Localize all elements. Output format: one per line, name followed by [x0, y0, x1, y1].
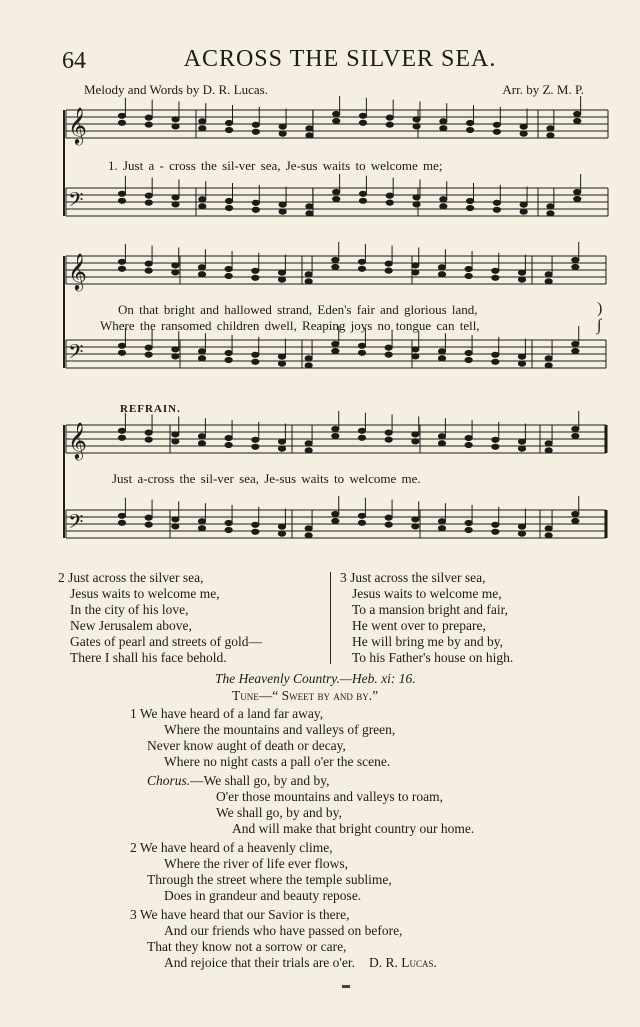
notehead: [198, 434, 205, 439]
notehead: [172, 354, 179, 359]
notehead: [333, 118, 340, 123]
notehead: [225, 442, 232, 447]
notehead: [118, 191, 125, 196]
stanza-1-line: 1 We have heard of a land far away,: [130, 706, 324, 721]
notehead: [492, 359, 499, 364]
stanza-3-text: And rejoice that their trials are o'er.: [164, 955, 355, 970]
notehead: [225, 520, 232, 525]
notehead: [332, 426, 339, 431]
notehead: [465, 273, 472, 278]
treble-clef-icon: 𝄞: [68, 252, 87, 290]
notehead: [492, 522, 499, 527]
notehead: [145, 261, 152, 266]
notehead: [518, 361, 525, 366]
notehead: [145, 268, 152, 273]
chorus-text: —We shall go, by and by,: [190, 773, 330, 788]
notehead: [198, 519, 205, 524]
notehead: [412, 439, 419, 444]
lyric-brace-bottom: ∫: [597, 317, 602, 334]
lyric-brace-top: ): [597, 300, 603, 317]
verse-line: In the city of his love,: [70, 602, 189, 617]
lyric-line-3: Just a-cross the sil-ver sea, Je-sus waits to welcome me.: [112, 471, 421, 486]
notehead: [465, 357, 472, 362]
notehead: [412, 517, 419, 522]
notehead: [225, 357, 232, 362]
notehead: [305, 448, 312, 453]
notehead: [198, 356, 205, 361]
notehead: [492, 268, 499, 273]
verse-line: To a mansion bright and fair,: [352, 602, 508, 617]
notehead: [305, 356, 312, 361]
verse-line: Gates of pearl and streets of gold—: [70, 634, 262, 649]
notehead: [440, 119, 447, 124]
verse-3: [340, 570, 513, 666]
notehead: [278, 531, 285, 536]
notehead: [438, 272, 445, 277]
notehead: [332, 348, 339, 353]
notehead: [493, 122, 500, 127]
verse-line: He will bring me by and by,: [352, 634, 503, 649]
notehead: [385, 437, 392, 442]
notehead: [252, 200, 259, 205]
notehead: [386, 115, 393, 120]
notehead: [145, 515, 152, 520]
notehead: [518, 277, 525, 282]
notehead: [440, 197, 447, 202]
notehead: [358, 343, 365, 348]
notehead: [252, 437, 259, 442]
notehead: [118, 350, 125, 355]
verse-line: To his Father's house on high.: [352, 650, 514, 665]
arranger-credit: Arr. by Z. M. P.: [502, 82, 584, 97]
notehead: [467, 120, 474, 125]
notehead: [545, 448, 552, 453]
notehead: [199, 119, 206, 124]
chorus-line: [147, 773, 330, 789]
notehead: [545, 272, 552, 277]
verse-line: New Jerusalem above,: [70, 618, 192, 633]
notehead: [118, 513, 125, 518]
notehead: [225, 527, 232, 532]
notehead: [572, 433, 579, 438]
notehead: [438, 526, 445, 531]
notehead: [278, 354, 285, 359]
chorus-line: We shall go, by and by,: [216, 805, 342, 820]
notehead: [412, 270, 419, 275]
notehead: [252, 129, 259, 134]
notehead: [359, 191, 366, 196]
notehead: [252, 352, 259, 357]
notehead: [226, 205, 233, 210]
notehead: [412, 432, 419, 437]
verse-line: 2 Just across the silver sea,: [58, 570, 204, 585]
author-signature: D. R. Lucas.: [368, 955, 437, 970]
verse-line: 3 Just across the silver sea,: [340, 570, 486, 585]
stanza-3-line: 3 We have heard that our Savior is there,: [130, 907, 350, 922]
notehead: [467, 198, 474, 203]
notehead: [492, 529, 499, 534]
stanza-1-line: Where the mountains and valleys of green,: [164, 722, 396, 737]
notehead: [279, 131, 286, 136]
notehead: [118, 343, 125, 348]
notehead: [118, 266, 125, 271]
notehead: [145, 352, 152, 357]
notehead: [520, 209, 527, 214]
verse-2: [58, 570, 262, 666]
notehead: [358, 259, 365, 264]
notehead: [545, 441, 552, 446]
notehead: [547, 133, 554, 138]
notehead: [412, 524, 419, 529]
notehead: [545, 279, 552, 284]
notehead: [226, 127, 233, 132]
notehead: [172, 439, 179, 444]
notehead: [225, 266, 232, 271]
notehead: [306, 204, 313, 209]
notehead: [199, 126, 206, 131]
notehead: [252, 522, 259, 527]
notehead: [252, 275, 259, 280]
notehead: [465, 442, 472, 447]
notehead: [172, 524, 179, 529]
notehead: [198, 349, 205, 354]
notehead: [145, 345, 152, 350]
notehead: [305, 363, 312, 368]
stanza-3-line: That they know not a sorrow or care,: [147, 939, 347, 954]
notehead: [252, 529, 259, 534]
hymn-reference: [215, 671, 416, 687]
notehead: [545, 363, 552, 368]
notehead: [385, 515, 392, 520]
notehead: [518, 439, 525, 444]
notehead: [145, 115, 152, 120]
lyric-line-2b: Where the ransomed children dwell, Reaping joys no tongue can tell,: [100, 318, 480, 333]
notehead: [574, 111, 581, 116]
notehead: [358, 266, 365, 271]
stanza-2-line: Where the river of life ever flows,: [164, 856, 349, 871]
notehead: [572, 264, 579, 269]
notehead: [225, 350, 232, 355]
notehead: [226, 120, 233, 125]
notehead: [572, 426, 579, 431]
notehead: [465, 520, 472, 525]
notehead: [118, 113, 125, 118]
hymn-tune: Tune—“ Sweet by and by.”: [232, 688, 379, 703]
notehead: [385, 268, 392, 273]
notehead: [252, 268, 259, 273]
notehead: [412, 354, 419, 359]
notehead: [333, 189, 340, 194]
composer-credit: Melody and Words by D. R. Lucas.: [84, 82, 268, 97]
verse-line: He went over to prepare,: [352, 618, 486, 633]
notehead: [172, 347, 179, 352]
notehead: [440, 204, 447, 209]
notehead: [467, 205, 474, 210]
notehead: [493, 129, 500, 134]
notehead: [332, 341, 339, 346]
notehead: [413, 202, 420, 207]
notehead: [440, 126, 447, 131]
notehead: [278, 277, 285, 282]
notehead: [465, 527, 472, 532]
notehead: [278, 270, 285, 275]
notehead: [545, 526, 552, 531]
notehead: [172, 117, 179, 122]
notehead: [332, 264, 339, 269]
notehead: [358, 428, 365, 433]
notehead: [574, 118, 581, 123]
notehead: [520, 124, 527, 129]
chorus-label: Chorus.: [147, 773, 191, 788]
notehead: [145, 430, 152, 435]
notehead: [438, 441, 445, 446]
notehead: [438, 356, 445, 361]
notehead: [118, 120, 125, 125]
notehead: [492, 444, 499, 449]
notehead: [413, 124, 420, 129]
notehead: [332, 257, 339, 262]
notehead: [572, 257, 579, 262]
notehead: [145, 522, 152, 527]
notehead: [518, 354, 525, 359]
notehead: [547, 204, 554, 209]
verse-line: There I shall his face behold.: [70, 650, 227, 665]
page-number: 64: [62, 48, 86, 74]
notehead: [412, 263, 419, 268]
notehead: [172, 517, 179, 522]
notehead: [572, 341, 579, 346]
notehead: [198, 272, 205, 277]
notehead: [305, 526, 312, 531]
notehead: [438, 519, 445, 524]
verse-line: Jesus waits to welcome me,: [352, 586, 502, 601]
notehead: [518, 270, 525, 275]
hymn-title: ACROSS THE SILVER SEA.: [183, 46, 497, 72]
notehead: [332, 511, 339, 516]
notehead: [145, 200, 152, 205]
notehead: [358, 435, 365, 440]
notehead: [172, 270, 179, 275]
notehead: [305, 272, 312, 277]
notehead: [172, 263, 179, 268]
notehead: [199, 197, 206, 202]
notehead: [252, 359, 259, 364]
notehead: [465, 435, 472, 440]
notehead: [333, 196, 340, 201]
notehead: [385, 261, 392, 266]
notehead: [385, 430, 392, 435]
stanza-2-line: Does in grandeur and beauty repose.: [164, 888, 362, 903]
notehead: [145, 437, 152, 442]
notehead: [547, 126, 554, 131]
notehead: [145, 122, 152, 127]
notehead: [306, 133, 313, 138]
notehead: [386, 122, 393, 127]
notehead: [225, 435, 232, 440]
notehead: [199, 204, 206, 209]
notehead: [305, 441, 312, 446]
notehead: [198, 526, 205, 531]
notehead: [413, 117, 420, 122]
notehead: [172, 195, 179, 200]
bass-clef-icon: 𝄢: [68, 510, 84, 538]
notehead: [359, 113, 366, 118]
notehead: [226, 198, 233, 203]
notehead: [118, 520, 125, 525]
hymn-reference-text: The Heavenly Country.—Heb. xi: 16.: [215, 671, 416, 686]
notehead: [493, 200, 500, 205]
notehead: [547, 211, 554, 216]
notehead: [358, 520, 365, 525]
notehead: [279, 202, 286, 207]
notehead: [306, 211, 313, 216]
notehead: [520, 202, 527, 207]
treble-clef-icon: 𝄞: [68, 421, 87, 459]
notehead: [359, 198, 366, 203]
notehead: [252, 122, 259, 127]
notehead: [145, 193, 152, 198]
notehead: [305, 533, 312, 538]
notehead: [118, 259, 125, 264]
notehead: [518, 446, 525, 451]
stanza-1-line: Never know aught of death or decay,: [147, 738, 346, 753]
notehead: [465, 350, 472, 355]
notehead: [278, 361, 285, 366]
notehead: [198, 265, 205, 270]
notehead: [359, 120, 366, 125]
notehead: [172, 432, 179, 437]
stanza-3-line: [164, 955, 437, 971]
notehead: [572, 511, 579, 516]
stanza-1-line: Where no night casts a pall o'er the scene.: [164, 754, 391, 769]
notehead: [438, 265, 445, 270]
notehead: [465, 266, 472, 271]
notehead: [545, 533, 552, 538]
notehead: [358, 350, 365, 355]
notehead: [520, 131, 527, 136]
notehead: [518, 531, 525, 536]
notehead: [118, 428, 125, 433]
notehead: [385, 352, 392, 357]
notehead: [279, 124, 286, 129]
notehead: [305, 279, 312, 284]
notehead: [172, 124, 179, 129]
bass-clef-icon: 𝄢: [68, 188, 84, 216]
notehead: [385, 522, 392, 527]
notehead: [386, 200, 393, 205]
notehead: [385, 345, 392, 350]
notehead: [332, 433, 339, 438]
stanza-3-line: And our friends who have passed on before,: [164, 923, 403, 938]
notehead: [358, 513, 365, 518]
notehead: [412, 347, 419, 352]
notehead: [572, 518, 579, 523]
footer-mark: [342, 985, 350, 988]
chorus-line: And will make that bright country our home.: [232, 821, 475, 836]
lyric-line-2a: On that bright and hallowed strand, Eden's fair and glorious land,: [118, 302, 478, 317]
bass-clef-icon: 𝄢: [68, 340, 84, 368]
notehead: [492, 275, 499, 280]
notehead: [252, 444, 259, 449]
notehead: [545, 356, 552, 361]
treble-clef-icon: 𝄞: [68, 106, 87, 144]
notehead: [333, 111, 340, 116]
notehead: [493, 207, 500, 212]
notehead: [278, 446, 285, 451]
notehead: [306, 126, 313, 131]
notehead: [278, 439, 285, 444]
verse-line: Jesus waits to welcome me,: [70, 586, 220, 601]
notehead: [438, 434, 445, 439]
notehead: [332, 518, 339, 523]
refrain-label: REFRAIN.: [120, 403, 181, 415]
notehead: [386, 193, 393, 198]
notehead: [278, 524, 285, 529]
notehead: [467, 127, 474, 132]
notehead: [492, 437, 499, 442]
notehead: [572, 348, 579, 353]
stanza-2-line: 2 We have heard of a heavenly clime,: [130, 840, 333, 855]
notehead: [172, 202, 179, 207]
notehead: [413, 195, 420, 200]
verse-divider: [330, 572, 331, 664]
chorus-line: O'er those mountains and valleys to roam,: [216, 789, 444, 804]
notehead: [118, 435, 125, 440]
lyric-line-1: 1. Just a - cross the sil-ver sea, Je-sus waits to welcome me;: [108, 158, 443, 173]
notehead: [518, 524, 525, 529]
notehead: [225, 273, 232, 278]
notehead: [118, 198, 125, 203]
notehead: [252, 207, 259, 212]
stanza-2-line: Through the street where the temple sublime,: [147, 872, 392, 887]
notehead: [438, 349, 445, 354]
notehead: [574, 196, 581, 201]
notehead: [279, 209, 286, 214]
notehead: [574, 189, 581, 194]
notehead: [492, 352, 499, 357]
notehead: [198, 441, 205, 446]
